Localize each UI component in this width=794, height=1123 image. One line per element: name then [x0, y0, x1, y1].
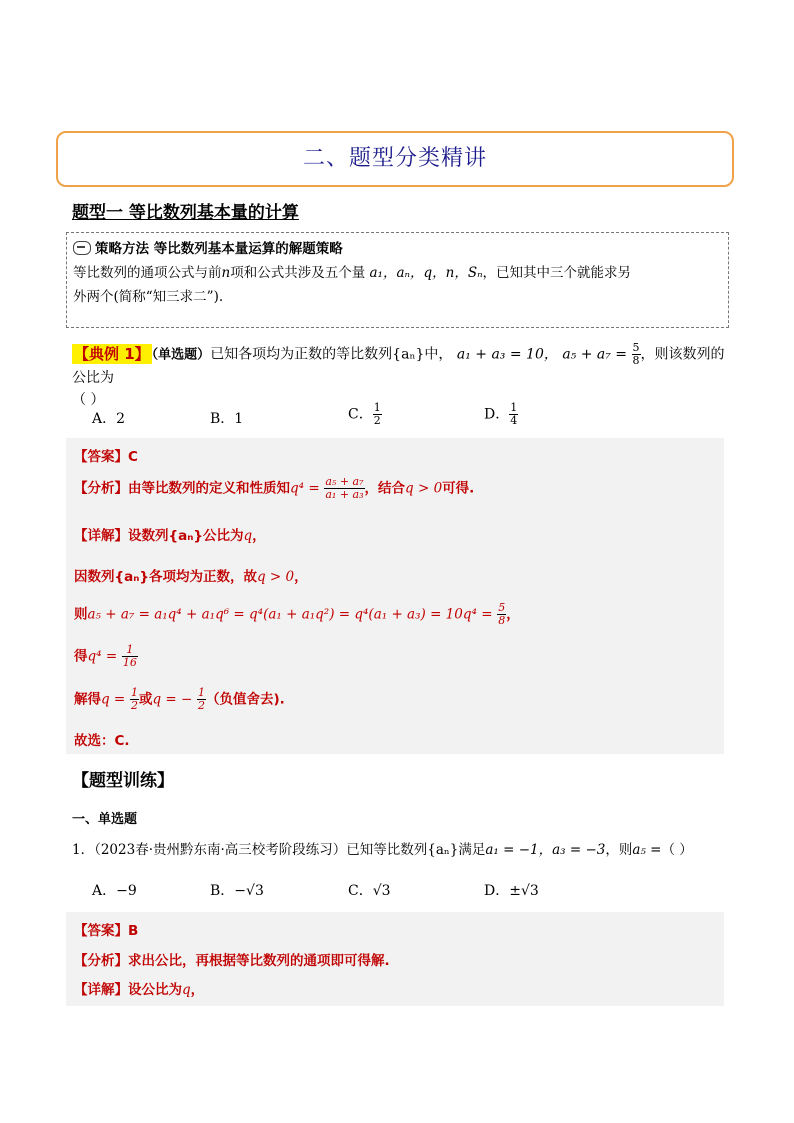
question-paren: （ ）: [661, 842, 693, 858]
detail-formula: a₅ + a₇ = a₁q⁴ + a₁q⁶ = q⁴(a₁ + a₁q²) = q⁴(a₁ + a₃) = 10q⁴ =: [87, 606, 493, 623]
detail-text: ，: [252, 528, 266, 544]
example-tag: 【典例 1】: [74, 344, 150, 363]
question-cond-2: a₃ = −3: [552, 842, 606, 858]
strategy-var-n: n: [221, 265, 231, 281]
analysis-text: 由等比数列的定义和性质知: [128, 480, 290, 497]
example-detail-5: [74, 687, 285, 712]
question-1: [72, 838, 693, 858]
strategy-box: [66, 232, 729, 328]
option-value: ±√3: [509, 883, 539, 899]
detail-formula: q⁴ =: [87, 648, 118, 665]
question-cond-1: a₁ = −1，: [485, 842, 553, 858]
question-answer: [74, 919, 138, 939]
example-detail-6: 故选：C.: [74, 733, 130, 749]
strategy-title-row: [73, 237, 722, 261]
analysis-text: 可得.: [442, 480, 475, 497]
fraction-denominator: 2: [130, 699, 138, 712]
detail-text: 则: [74, 606, 88, 623]
fraction-numerator: 1: [198, 686, 206, 699]
detail-text: 因数列{aₙ}各项均为正数，故: [74, 569, 257, 585]
option-label: A．: [92, 411, 117, 427]
example-type: （单选题）: [151, 347, 211, 363]
option-fraction: [509, 402, 518, 427]
analysis-text: 求出公比，再根据等比数列的通项即可得解.: [128, 953, 390, 969]
fraction-numerator: a₅ + a₇: [325, 475, 364, 488]
fraction-denominator: 8: [632, 354, 640, 367]
answer-value: B: [128, 923, 139, 939]
example-answer: [74, 445, 138, 465]
fraction-numerator: 1: [510, 401, 518, 414]
strategy-vars: a₁，aₙ，q，n，Sₙ: [369, 265, 483, 281]
example-detail-1: [74, 524, 266, 544]
option-value: 2: [116, 411, 126, 427]
example-stem-end: ，则该数列的公比为: [72, 346, 725, 386]
example-cond-1: a₁ + a₃ = 10，: [456, 346, 558, 363]
analysis-fraction: [324, 476, 364, 501]
detail-label: 【详解】: [74, 528, 128, 544]
example-options: [92, 402, 692, 432]
detail-text: 解得: [74, 691, 101, 708]
option-label: C．: [348, 883, 373, 899]
strategy-text: ，已知其中三个就能求另: [482, 265, 632, 281]
detail-text: 或: [138, 691, 153, 708]
question-stem: 1．（2023春·贵州黔东南·高三校考阶段练习）已知等比数列{aₙ}满足: [72, 842, 486, 858]
fraction-denominator: 16: [122, 656, 137, 669]
question-option-b[interactable]: [210, 880, 264, 900]
detail-fraction: [122, 644, 138, 669]
question-detail: [74, 978, 204, 998]
fraction-denominator: 2: [373, 414, 381, 427]
example-detail-4: [74, 644, 138, 669]
detail-text: （负值舍去).: [206, 691, 285, 708]
analysis-text: ，结合: [364, 480, 406, 497]
training-heading: 【题型训练】: [72, 771, 174, 791]
question-1-solution-box: [66, 912, 724, 1006]
example-option-a[interactable]: [92, 408, 125, 428]
option-value: √3: [372, 883, 391, 899]
answer-label: 【答案】: [74, 449, 128, 465]
strategy-text: 等比数列的通项公式与前: [73, 265, 222, 281]
detail-condition: q > 0: [256, 569, 295, 585]
option-label: D．: [484, 883, 510, 899]
example-option-c[interactable]: [348, 402, 382, 427]
example-stem: 已知各项均为正数的等比数列{aₙ}中，: [210, 346, 453, 363]
detail-formula: q = −: [152, 691, 193, 708]
fraction-denominator: 2: [198, 699, 206, 712]
option-value: 1: [234, 411, 244, 427]
example-detail-3: [74, 602, 520, 627]
question-1-options: [92, 880, 692, 902]
strategy-title: 策略方法 等比数列基本量运算的解题策略: [95, 241, 343, 257]
strategy-text: 项和公式共涉及五个量: [230, 265, 366, 281]
detail-var: q: [243, 528, 253, 544]
detail-text: 设公比为: [128, 982, 182, 998]
option-value: −√3: [234, 883, 264, 899]
detail-text: 设数列{aₙ}公比为: [128, 528, 244, 544]
detail-formula: q =: [101, 691, 126, 708]
question-option-c[interactable]: [348, 880, 391, 900]
fraction-denominator: 4: [510, 414, 518, 427]
example-cond-2-fraction: [632, 342, 641, 367]
question-stem-end: ，则: [605, 842, 633, 858]
question-option-d[interactable]: [484, 880, 539, 900]
example-option-d[interactable]: [484, 402, 518, 427]
fraction-numerator: 1: [122, 644, 138, 657]
single-choice-heading: 一、单选题: [72, 812, 138, 827]
example-analysis: [74, 476, 474, 501]
question-option-a[interactable]: [92, 880, 137, 900]
section-title: 二、题型分类精讲: [302, 146, 487, 171]
pointing-hand-icon: [73, 241, 91, 255]
analysis-formula: q⁴ =: [290, 480, 320, 497]
fraction-denominator: 8: [498, 614, 506, 627]
option-value: −9: [116, 883, 137, 899]
example-cond-2: a₅ + a₇ =: [562, 346, 628, 363]
option-label: D．: [484, 406, 510, 423]
detail-var: q: [182, 982, 191, 998]
fraction-numerator: 5: [632, 341, 640, 354]
detail-fraction: [497, 602, 506, 627]
option-fraction: [373, 402, 382, 427]
analysis-label: 【分析】: [74, 480, 128, 497]
detail-text: ，: [190, 982, 205, 998]
detail-text: ，: [506, 606, 520, 623]
answer-value: C: [128, 449, 138, 465]
example-question: [72, 342, 732, 411]
detail-text: ，: [294, 569, 308, 585]
detail-label: 【详解】: [74, 982, 128, 998]
strategy-line-2: 外两个(简称“知三求二”).: [73, 289, 224, 305]
example-option-b[interactable]: [210, 408, 243, 428]
answer-label: 【答案】: [74, 923, 128, 939]
detail-fraction: [130, 687, 139, 712]
section-title-box: [56, 131, 734, 187]
option-label: C．: [348, 406, 373, 423]
option-label: A．: [92, 883, 117, 899]
example-solution-box: [66, 438, 724, 754]
fraction-denominator: a₁ + a₃: [325, 488, 364, 501]
option-label: B．: [210, 883, 235, 899]
fraction-numerator: 5: [498, 601, 506, 614]
strategy-line-1: [73, 261, 722, 285]
example-detail-2: [74, 565, 308, 585]
question-analysis: [74, 949, 390, 969]
analysis-condition: q > 0: [405, 480, 443, 497]
option-label: B．: [210, 411, 235, 427]
type-heading: 题型一 等比数列基本量的计算: [72, 203, 299, 223]
detail-text: 得: [74, 648, 88, 665]
analysis-label: 【分析】: [74, 953, 128, 969]
fraction-numerator: 1: [130, 686, 138, 699]
example-paren: （ ）: [72, 392, 105, 408]
question-target: a₅ =: [632, 842, 662, 858]
fraction-numerator: 1: [373, 401, 381, 414]
detail-fraction: [197, 687, 206, 712]
